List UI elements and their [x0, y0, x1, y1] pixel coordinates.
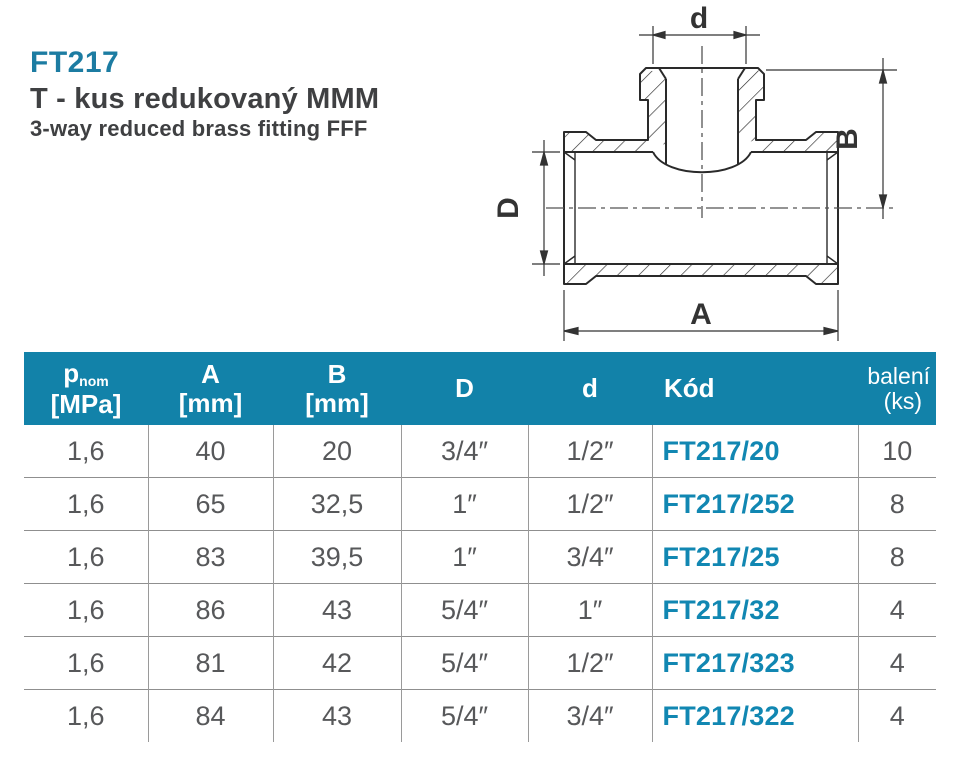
spec-table — [24, 352, 936, 742]
cell-a: 81 — [148, 637, 273, 690]
cell-a: 40 — [148, 425, 273, 478]
cell-baleni: 4 — [858, 637, 936, 690]
cell-big-d: 5/4″ — [401, 637, 528, 690]
cell-kod: FT217/32 — [652, 584, 858, 637]
pnom-unit: [MPa] — [50, 388, 122, 419]
col-header-a: A [mm] — [148, 352, 273, 425]
dim-label-b: B — [831, 128, 864, 150]
dim-label-d: d — [689, 2, 709, 35]
hatch-regions — [564, 70, 838, 284]
a-unit: [mm] — [178, 387, 243, 418]
cell-baleni: 8 — [858, 531, 936, 584]
table-row — [24, 637, 936, 690]
cell-a: 84 — [148, 690, 273, 743]
product-name-english: 3-way reduced brass fitting FFF — [30, 116, 368, 142]
table-row — [24, 584, 936, 637]
cell-small-d: 3/4″ — [528, 531, 652, 584]
dim-label-big-d: D — [492, 197, 525, 219]
technical-drawing — [468, 0, 958, 350]
cell-a: 83 — [148, 531, 273, 584]
col-header-kod: Kód — [652, 352, 858, 425]
cell-b: 20 — [273, 425, 401, 478]
cell-pnom: 1,6 — [24, 584, 148, 637]
spec-table-header — [24, 352, 936, 425]
cell-big-d: 1″ — [401, 478, 528, 531]
cell-big-d: 3/4″ — [401, 425, 528, 478]
cell-small-d: 1/2″ — [528, 478, 652, 531]
cell-kod: FT217/322 — [652, 690, 858, 743]
cell-b: 39,5 — [273, 531, 401, 584]
cell-b: 43 — [273, 584, 401, 637]
cell-pnom: 1,6 — [24, 478, 148, 531]
cell-b: 42 — [273, 637, 401, 690]
product-name-czech: T - kus redukovaný MMM — [30, 82, 380, 115]
table-row — [24, 425, 936, 478]
cell-baleni: 4 — [858, 584, 936, 637]
cell-baleni: 4 — [858, 690, 936, 743]
dim-label-a: A — [690, 298, 712, 331]
cell-kod: FT217/323 — [652, 637, 858, 690]
cell-small-d: 1″ — [528, 584, 652, 637]
col-header-small-d: d — [528, 352, 652, 425]
cell-kod: FT217/252 — [652, 478, 858, 531]
col-header-b: B [mm] — [273, 352, 401, 425]
cell-pnom: 1,6 — [24, 531, 148, 584]
table-row — [24, 690, 936, 743]
baleni-unit: (ks) — [883, 387, 922, 414]
cell-a: 86 — [148, 584, 273, 637]
cell-b: 43 — [273, 690, 401, 743]
cell-small-d: 3/4″ — [528, 690, 652, 743]
cell-pnom: 1,6 — [24, 637, 148, 690]
col-header-pnom: $p_{nom}$ [MPa] — [24, 352, 148, 425]
title-block — [30, 46, 379, 142]
table-row — [24, 478, 936, 531]
cell-baleni: 8 — [858, 478, 936, 531]
cell-big-d: 5/4″ — [401, 690, 528, 743]
cell-a: 65 — [148, 478, 273, 531]
cell-kod: FT217/20 — [652, 425, 858, 478]
col-header-big-d: D — [401, 352, 528, 425]
cell-big-d: 5/4″ — [401, 584, 528, 637]
cell-pnom: 1,6 — [24, 690, 148, 743]
cell-small-d: 1/2″ — [528, 425, 652, 478]
product-code: FT217 — [30, 46, 120, 79]
b-unit: [mm] — [305, 387, 369, 418]
cell-pnom: 1,6 — [24, 425, 148, 478]
fitting-outline — [564, 68, 838, 284]
table-row — [24, 531, 936, 584]
cell-kod: FT217/25 — [652, 531, 858, 584]
cell-baleni: 10 — [858, 425, 936, 478]
cell-big-d: 1″ — [401, 531, 528, 584]
pnom-subscript: nom — [79, 373, 109, 390]
cell-small-d: 1/2″ — [528, 637, 652, 690]
cell-b: 32,5 — [273, 478, 401, 531]
col-header-baleni: balení (ks) — [858, 352, 936, 425]
spec-table-body — [24, 425, 936, 742]
